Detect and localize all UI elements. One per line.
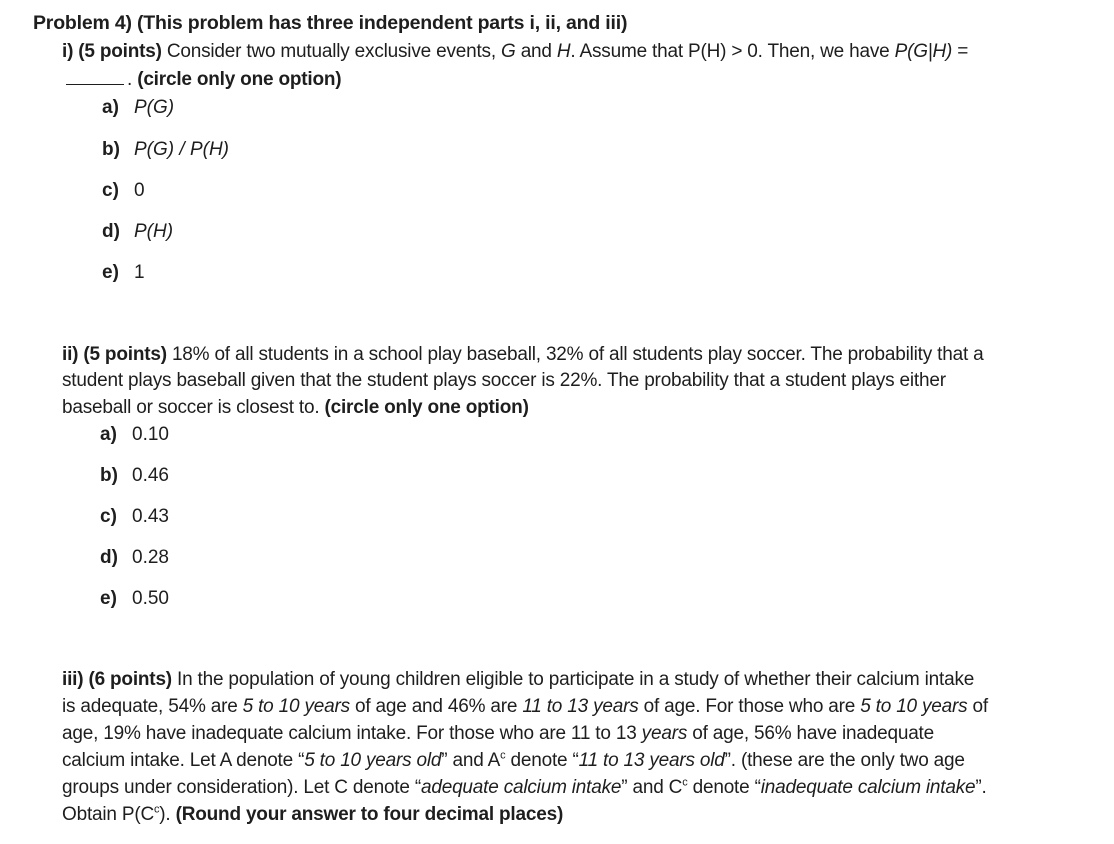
text: ” and A	[441, 750, 501, 771]
part-i-text: Consider two mutually exclusive events,	[161, 41, 502, 62]
part-ii-stem-line3	[62, 397, 529, 419]
option-text: P(G)	[134, 97, 175, 118]
text-italic: 11 to 13 years	[522, 696, 639, 717]
text: Obtain P(C	[62, 804, 154, 825]
part-ii-text3: baseball or soccer is closest to.	[62, 397, 325, 418]
part-i-circle-instruction: (circle only one option)	[137, 69, 342, 90]
part-i-option-a[interactable]	[102, 97, 174, 119]
part-ii-stem-line2: student plays baseball given that the student plays soccer is 22%. The probability that a student plays either	[62, 370, 946, 391]
text: of age. For those who are	[638, 696, 861, 717]
complement-superscript: c	[500, 749, 506, 762]
option-label: d)	[102, 221, 120, 242]
option-text: 0.10	[132, 424, 169, 445]
text: ).	[159, 804, 176, 825]
part-iii-line1	[62, 669, 974, 691]
part-iii-line3	[62, 723, 934, 745]
text-italic: 5 to 10 years old	[304, 750, 442, 771]
part-i-option-d[interactable]	[102, 221, 173, 243]
complement-superscript: c	[153, 803, 160, 816]
option-label: d)	[100, 547, 118, 568]
text-italic: years	[641, 723, 688, 744]
part-ii-option-b[interactable]	[100, 465, 169, 487]
part-ii-option-e[interactable]	[100, 588, 169, 610]
part-i-option-e[interactable]	[102, 262, 145, 284]
option-text: P(H)	[134, 221, 174, 242]
part-i-equals: =	[952, 41, 969, 62]
option-label: a)	[100, 424, 117, 445]
part-ii-text: 18% of all students in a school play baseball, 32% of all students play soccer. The probability that a	[166, 344, 984, 365]
part-ii-circle-instruction: (circle only one option)	[324, 397, 529, 418]
option-label: b)	[102, 139, 120, 160]
option-text: P(G) / P(H)	[134, 139, 229, 160]
rounding-instruction: (Round your answer to four decimal places)	[175, 804, 564, 825]
part-i-option-b[interactable]	[102, 139, 229, 161]
text: denote “	[687, 777, 761, 798]
text: is adequate, 54% are	[62, 696, 243, 717]
problem-title: Problem 4) (This problem has three independent parts i, ii, and iii)	[33, 12, 628, 34]
part-iii-label: iii) (6 points)	[62, 669, 172, 690]
part-i-text2: . Assume that P(H) > 0. Then, we have	[570, 41, 895, 62]
part-iii-line5	[62, 777, 987, 799]
part-iii-line4	[62, 750, 965, 772]
text: of	[967, 696, 988, 717]
part-i-label: i) (5 points)	[62, 41, 162, 62]
option-text: 0	[134, 180, 145, 201]
option-label: b)	[100, 465, 118, 486]
text-italic: 5 to 10 years	[242, 696, 350, 717]
text: calcium intake. Let A denote “	[62, 750, 305, 771]
text: age, 19% have inadequate calcium intake. For those who are 11 to 13	[62, 723, 642, 744]
part-ii-option-d[interactable]	[100, 547, 169, 569]
part-i-stem-line2	[66, 69, 341, 91]
answer-blank	[66, 83, 124, 85]
option-label: a)	[102, 97, 119, 118]
part-iii-line2	[62, 696, 988, 718]
part-ii-option-a[interactable]	[100, 424, 169, 446]
option-text: 0.50	[132, 588, 169, 609]
text: ” and C	[621, 777, 683, 798]
text: of age and 46% are	[349, 696, 523, 717]
part-ii-stem-line1	[62, 344, 983, 366]
option-text: 1	[134, 262, 145, 283]
part-i-option-c[interactable]	[102, 180, 145, 202]
text: groups under consideration). Let C denote “	[62, 777, 421, 798]
text-italic: 11 to 13 years old	[578, 750, 725, 771]
option-label: c)	[102, 180, 119, 201]
event-g: G	[501, 41, 516, 62]
text-italic: inadequate calcium intake	[760, 777, 976, 798]
complement-superscript: c	[682, 776, 688, 789]
part-i-dot: .	[127, 69, 133, 90]
part-iii-line6	[62, 804, 563, 826]
part-i-and: and	[515, 41, 557, 62]
option-text: 0.43	[132, 506, 169, 527]
text: denote “	[505, 750, 579, 771]
option-label: e)	[100, 588, 117, 609]
event-h: H	[556, 41, 571, 62]
part-iii-text1: In the population of young children eligible to participate in a study of whether their calcium intake	[171, 669, 975, 690]
option-text: 0.46	[132, 465, 169, 486]
text-italic: adequate calcium intake	[420, 777, 622, 798]
option-label: e)	[102, 262, 119, 283]
option-text: 0.28	[132, 547, 169, 568]
p-g-given-h: P(G|H)	[894, 41, 953, 62]
option-label: c)	[100, 506, 117, 527]
text-italic: 5 to 10 years	[860, 696, 968, 717]
text: ”. (these are the only two age	[724, 750, 965, 771]
part-i-stem-line1	[62, 41, 968, 63]
part-ii-label: ii) (5 points)	[62, 344, 167, 365]
part-ii-option-c[interactable]	[100, 506, 169, 528]
text: of age, 56% have inadequate	[687, 723, 935, 744]
text: ”.	[975, 777, 987, 798]
